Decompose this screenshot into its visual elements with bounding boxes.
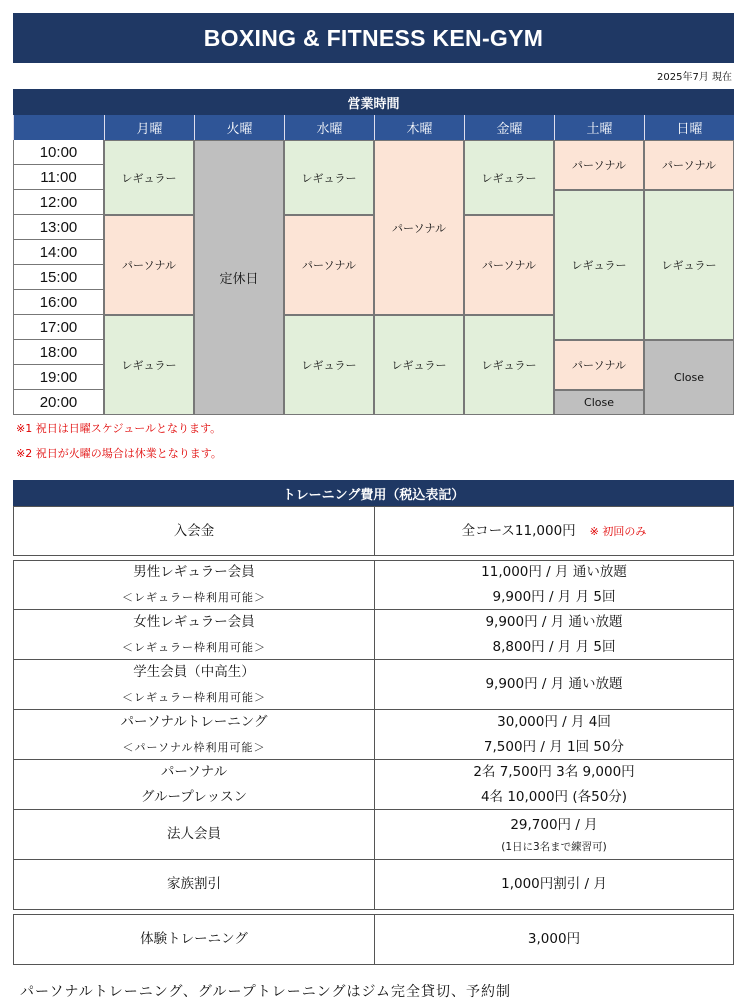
entry-label: 入会金 — [173, 522, 215, 539]
group-value-1: 2名 7,500円 3名 9,000円 — [473, 763, 635, 780]
time-label-9: 19:00 — [13, 365, 104, 390]
slot-regular-0: レギュラー — [104, 140, 194, 215]
personal-sub: ＜パーソナル枠利用可能＞ — [122, 740, 266, 754]
group-label-2: グループレッスン — [140, 788, 248, 805]
fee-row-male — [13, 560, 734, 610]
slot-regular-2: レギュラー — [104, 315, 194, 415]
day-header-0: 月曜 — [104, 115, 194, 140]
slot-close-18: Close — [644, 340, 734, 415]
time-label-7: 17:00 — [13, 315, 104, 340]
slot-personal-1: パーソナル — [104, 215, 194, 315]
corporate-value-2: (1日に3名まで練習可) — [501, 841, 607, 853]
time-label-5: 15:00 — [13, 265, 104, 290]
corporate-label: 法人会員 — [167, 826, 221, 842]
time-label-4: 14:00 — [13, 240, 104, 265]
time-label-1: 11:00 — [13, 165, 104, 190]
slot-regular-13: レギュラー — [554, 190, 644, 340]
male-value-2: 9,900円 / 月 月 5回 — [492, 589, 616, 605]
slot-regular-9: レギュラー — [464, 140, 554, 215]
day-header-1: 火曜 — [194, 115, 284, 140]
male-label: 男性レギュラー会員 — [133, 564, 255, 580]
slot-personal-10: パーソナル — [464, 215, 554, 315]
slot-regular-4: レギュラー — [284, 140, 374, 215]
personal-label: パーソナルトレーニング — [120, 713, 268, 730]
fee-row-corporate — [13, 809, 734, 860]
day-header-4: 金曜 — [464, 115, 554, 140]
personal-value-1: 30,000円 / 月 4回 — [497, 713, 611, 730]
as-of-date: 2025年7月 現在 — [657, 72, 732, 83]
fee-row-group — [13, 759, 734, 810]
fee-row-entry — [13, 506, 734, 556]
group-label-1: パーソナル — [160, 763, 228, 780]
slot-closed-day-3: 定休日 — [194, 140, 284, 415]
slot-personal-16: パーソナル — [644, 140, 734, 190]
time-label-6: 16:00 — [13, 290, 104, 315]
entry-value: 全コース11,000円 — [461, 522, 576, 539]
slot-personal-12: パーソナル — [554, 140, 644, 190]
female-sub: ＜レギュラー枠利用可能＞ — [122, 640, 266, 654]
fee-row-family — [13, 859, 734, 910]
day-header-2: 水曜 — [284, 115, 374, 140]
female-value-1: 9,900円 / 月 通い放題 — [485, 613, 623, 630]
day-header-5: 土曜 — [554, 115, 644, 140]
entry-note: ※ 初回のみ — [589, 524, 647, 538]
slot-regular-11: レギュラー — [464, 315, 554, 415]
slot-personal-7: パーソナル — [374, 140, 464, 315]
fee-row-trial — [13, 914, 734, 965]
student-value-1: 9,900円 / 月 通い放題 — [485, 676, 623, 692]
male-value-1: 11,000円 / 月 通い放題 — [481, 564, 627, 580]
hours-header: 営業時間 — [13, 89, 734, 115]
time-label-0: 10:00 — [13, 140, 104, 165]
page-title: BOXING & FITNESS KEN-GYM — [13, 13, 734, 63]
female-label: 女性レギュラー会員 — [133, 613, 255, 630]
day-header-blank — [13, 115, 104, 140]
slot-personal-14: パーソナル — [554, 340, 644, 390]
fee-row-student — [13, 659, 734, 710]
female-value-2: 8,800円 / 月 月 5回 — [492, 638, 616, 655]
slot-regular-8: レギュラー — [374, 315, 464, 415]
time-label-10: 20:00 — [13, 390, 104, 415]
group-value-2: 4名 10,000円 (各50分) — [480, 788, 628, 805]
slot-personal-5: パーソナル — [284, 215, 374, 315]
time-label-3: 13:00 — [13, 215, 104, 240]
trial-value: 3,000円 — [527, 931, 581, 947]
trial-label: 体験トレーニング — [140, 931, 248, 947]
note-holiday-tuesday: ※2 祝日が火曜の場合は休業となります。 — [16, 447, 222, 460]
corporate-value-1: 29,700円 / 月 — [510, 817, 598, 833]
student-label: 学生会員（中高生） — [133, 663, 255, 680]
family-value: 1,000円割引 / 月 — [501, 876, 607, 892]
slot-regular-17: レギュラー — [644, 190, 734, 340]
time-label-8: 18:00 — [13, 340, 104, 365]
time-label-2: 12:00 — [13, 190, 104, 215]
fee-row-personal — [13, 709, 734, 760]
slot-regular-6: レギュラー — [284, 315, 374, 415]
slot-close-15: Close — [554, 390, 644, 415]
fee-row-female — [13, 609, 734, 660]
fees-header: トレーニング費用（税込表記） — [13, 480, 734, 506]
note-holiday-schedule: ※1 祝日は日曜スケジュールとなります。 — [16, 422, 222, 435]
footer-note: パーソナルトレーニング、グループトレーニングはジム完全貸切、予約制 — [20, 984, 511, 1000]
day-header-6: 日曜 — [644, 115, 734, 140]
student-sub: ＜レギュラー枠利用可能＞ — [122, 690, 266, 704]
personal-value-2: 7,500円 / 月 1回 50分 — [483, 738, 625, 755]
male-sub: ＜レギュラー枠利用可能＞ — [122, 591, 266, 604]
day-header-3: 木曜 — [374, 115, 464, 140]
family-label: 家族割引 — [167, 876, 221, 892]
